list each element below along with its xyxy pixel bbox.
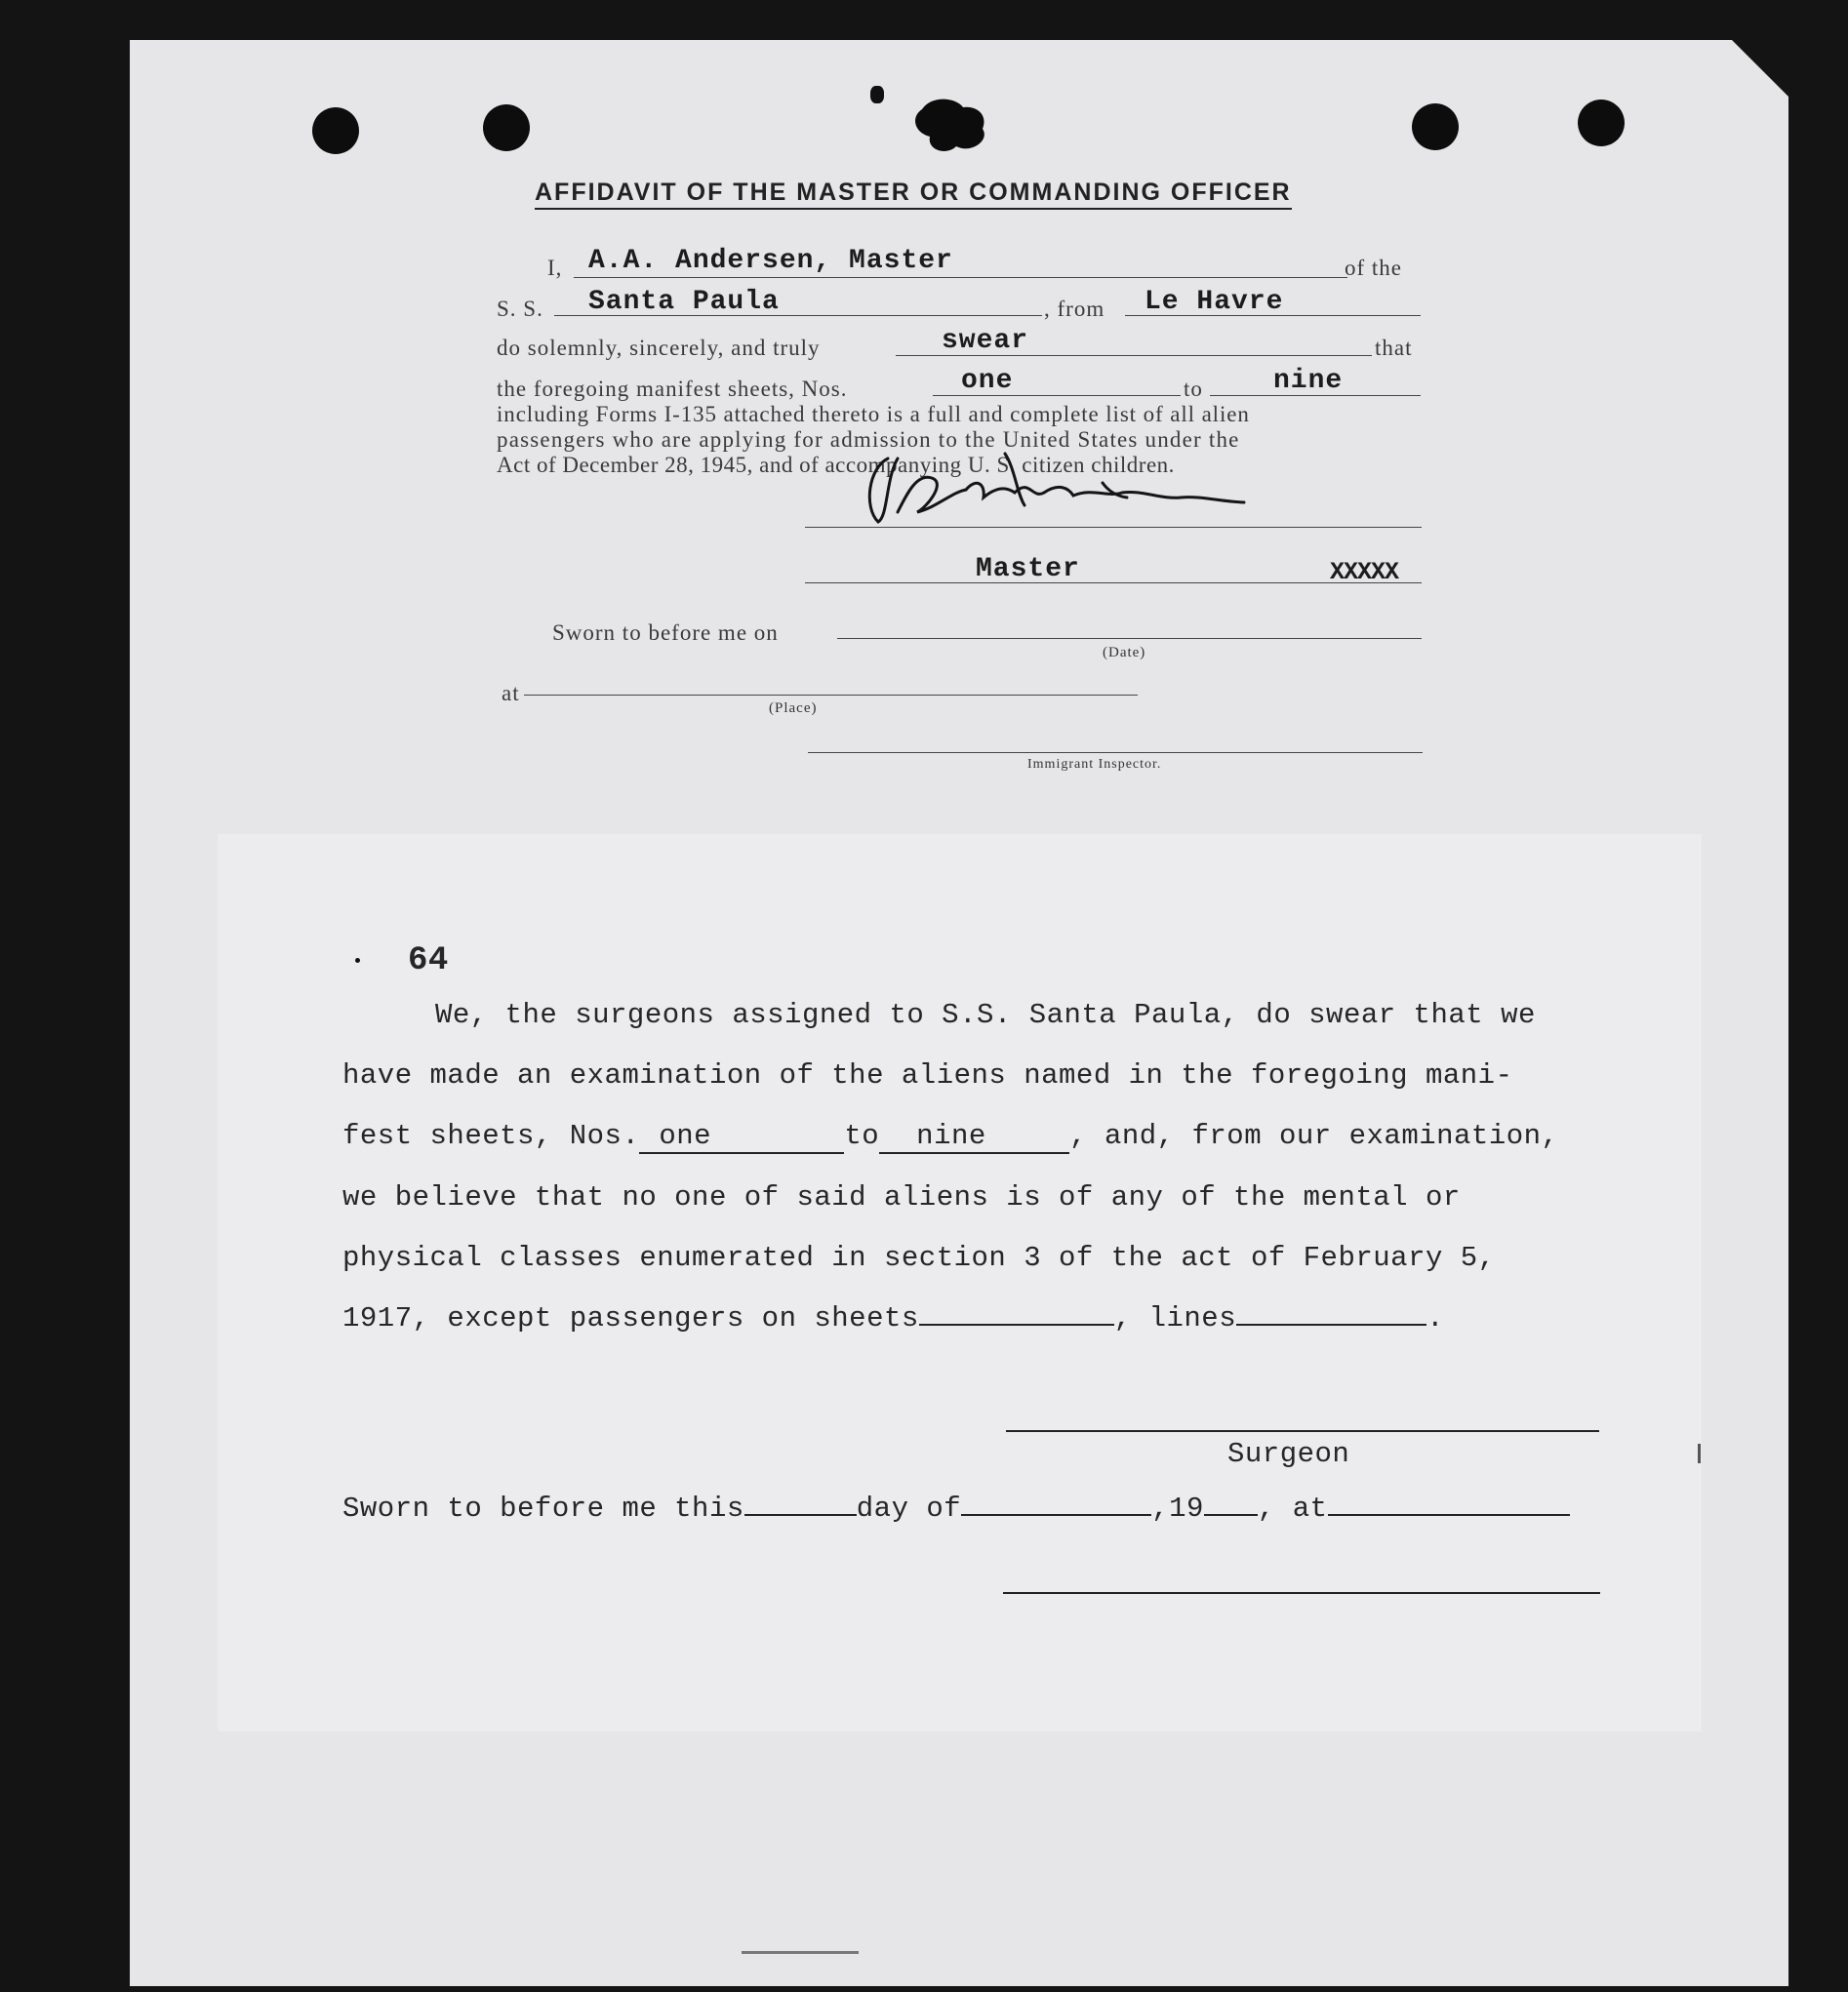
- place-line: [524, 695, 1138, 696]
- year-label: ,19: [1151, 1493, 1204, 1525]
- surgeons-sworn-line: [342, 1493, 1570, 1525]
- speck: [1698, 1444, 1701, 1463]
- to-word: to: [844, 1120, 880, 1152]
- surgeons-line: We, the surgeons assigned to S.S. Santa Paula, do swear that we: [435, 999, 1536, 1031]
- date-caption: (Date): [1103, 645, 1146, 660]
- sheets-to-blank: [879, 1120, 1069, 1154]
- place-caption: (Place): [769, 700, 818, 716]
- solemnly-text: do solemnly, sincerely, and truly: [497, 336, 821, 360]
- ship-name: Santa Paula: [588, 287, 780, 317]
- punch-hole: [1412, 103, 1459, 150]
- sheets-from: one: [659, 1120, 712, 1152]
- sworn-year-blank: [1204, 1514, 1258, 1516]
- sheets-label: fest sheets, Nos.: [342, 1120, 640, 1152]
- sworn-label: Sworn to before me on: [552, 620, 779, 645]
- to-label: to: [1184, 377, 1203, 401]
- ink-blot: [903, 90, 995, 158]
- affidavit-body-line: including Forms I-135 attached thereto is a full and complete list of all alien: [497, 402, 1250, 426]
- sheets-to: nine: [916, 1120, 986, 1152]
- inspector-signature-line: [1003, 1592, 1600, 1594]
- inspector-caption: Immigrant Inspector.: [1027, 757, 1162, 772]
- master-name: A.A. Andersen, Master: [588, 246, 953, 276]
- sworn-place-blank: [1328, 1514, 1570, 1516]
- except-sheets-blank: [919, 1324, 1114, 1326]
- ink-speck: [870, 86, 884, 103]
- master-title: Master: [976, 554, 1080, 584]
- sworn-day-blank: [744, 1514, 857, 1516]
- page-mark: 64: [408, 942, 449, 979]
- of-the-label: of the: [1345, 256, 1403, 280]
- port-name: Le Havre: [1145, 287, 1284, 317]
- punch-hole: [312, 107, 359, 154]
- i-label: I,: [547, 256, 563, 280]
- inspector-line: [808, 752, 1423, 753]
- surgeon-label: Surgeon: [1227, 1438, 1350, 1470]
- at-label: at: [502, 681, 520, 705]
- foregoing-text: the foregoing manifest sheets, Nos.: [497, 377, 848, 401]
- sheet-to: nine: [1273, 366, 1344, 396]
- oath-word: swear: [942, 326, 1029, 356]
- except-text: 1917, except passengers on sheets: [342, 1302, 919, 1335]
- punch-hole: [483, 104, 530, 151]
- surgeons-line-except: [342, 1302, 1444, 1335]
- lines-label: , lines: [1113, 1302, 1237, 1335]
- affidavit-body-line: Act of December 28, 1945, and of accompanying U. S. citizen children.: [497, 453, 1175, 477]
- at-label-2: , at: [1257, 1493, 1328, 1525]
- period: .: [1426, 1302, 1445, 1335]
- speck: [742, 1951, 859, 1954]
- sheets-from-blank: [639, 1120, 844, 1154]
- surgeons-line: have made an examination of the aliens named in the foregoing mani-: [342, 1059, 1513, 1092]
- sworn-text: Sworn to before me this: [342, 1493, 744, 1525]
- name-line: [574, 277, 1347, 278]
- title-line: [805, 582, 1422, 583]
- struck-text: XXXXX: [1330, 558, 1399, 586]
- date-line: [837, 638, 1422, 639]
- that-label: that: [1375, 336, 1413, 360]
- surgeons-line: we believe that no one of said aliens is of any of the mental or: [342, 1181, 1461, 1214]
- day-of-label: day of: [856, 1493, 962, 1525]
- surgeons-line-sheets: [342, 1120, 1558, 1154]
- punch-hole: [1578, 100, 1625, 146]
- speck: [355, 958, 360, 963]
- sheet-from: one: [961, 366, 1014, 396]
- surgeons-line: physical classes enumerated in section 3 of the act of February 5,: [342, 1242, 1496, 1274]
- except-lines-blank: [1236, 1324, 1426, 1326]
- signature-line: [805, 527, 1422, 528]
- examination-text: , and, from our examination,: [1069, 1120, 1559, 1152]
- affidavit-body-line: passengers who are applying for admission to the United States under the: [497, 427, 1240, 452]
- sworn-month-blank: [961, 1514, 1151, 1516]
- from-label: , from: [1044, 297, 1105, 321]
- master-signature: [859, 439, 1249, 527]
- ss-label: S. S.: [497, 297, 543, 321]
- affidavit-title: AFFIDAVIT OF THE MASTER OR COMMANDING OFFICER: [535, 179, 1292, 210]
- surgeon-signature-line: [1006, 1430, 1599, 1432]
